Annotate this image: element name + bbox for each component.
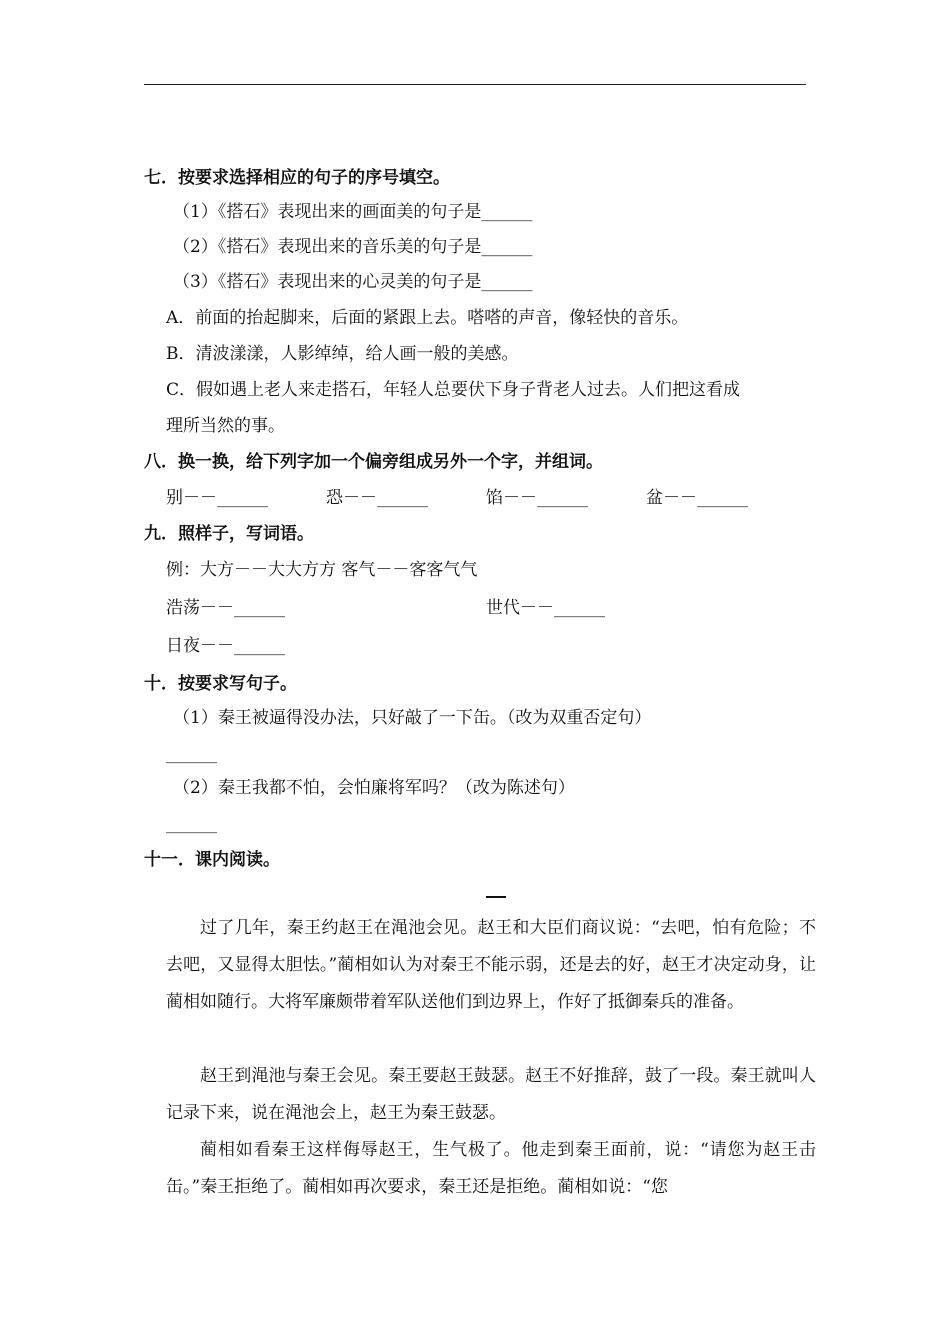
q7-option-c-line2: 理所当然的事。 xyxy=(166,416,285,436)
q9-example: 例：大方－－大大方方 客气－－客客气气 xyxy=(166,560,478,580)
header-rule xyxy=(144,84,806,85)
passage-paragraph-3: 蔺相如看秦王这样侮辱赵王，生气极了。他走到秦王面前，说：“请您为赵王击缶。”秦王拒绝了。蔺相如再次要求，秦王还是拒绝。蔺相如说：“您 xyxy=(166,1140,816,1197)
q7-option-a: A．前面的抬起脚来，后面的紧跟上去。嗒嗒的声音，像轻快的音乐。 xyxy=(166,308,689,328)
q10-item-1: （1）秦王被逼得没办法，只好敲了一下缶。（改为双重否定句） xyxy=(173,708,652,728)
q10-answer-2: ______ xyxy=(166,814,217,834)
passage-paragraph-1: 过了几年，秦王约赵王在渑池会见。赵王和大臣们商议说：“去吧，怕有危险；不去吧，又显得太胆怯。”蔺相如认为对秦王不能示弱，还是去的好，赵王才决定动身，让蔺相如随行。大将军廉颇带着军队送他们到边界上，作好了抵御秦兵的准备。 xyxy=(166,918,816,1012)
passage-marker xyxy=(486,896,506,898)
q8-title: 八．换一换，给下列字加一个偏旁组成另外一个字，并组词。 xyxy=(144,452,603,472)
q7-option-b: B．清波漾漾，人影绰绰，给人画一般的美感。 xyxy=(166,344,519,364)
q11-title: 十一．课内阅读。 xyxy=(144,850,280,870)
q8-item-4: 盆－－______ xyxy=(646,488,748,508)
q8-item-2: 恐－－______ xyxy=(326,488,428,508)
q9-item-2: 世代－－______ xyxy=(486,598,605,618)
q7-item-3: （3）《搭石》表现出来的心灵美的句子是______ xyxy=(173,272,533,292)
q7-option-c-line1: C．假如遇上老人来走搭石，年轻人总要伏下身子背老人过去。人们把这看成 xyxy=(166,380,741,400)
q10-answer-1: ______ xyxy=(166,744,217,764)
q9-item-1: 浩荡－－______ xyxy=(166,598,285,618)
q10-title: 十．按要求写句子。 xyxy=(144,674,297,694)
q7-item-1: （1）《搭石》表现出来的画面美的句子是______ xyxy=(173,202,533,222)
q7-title: 七．按要求选择相应的句子的序号填空。 xyxy=(144,168,450,188)
q8-item-1: 别－－______ xyxy=(166,488,268,508)
q9-item-3: 日夜－－______ xyxy=(166,636,285,656)
q10-item-2: （2）秦王我都不怕，会怕廉将军吗？（改为陈述句） xyxy=(173,778,575,798)
passage-paragraph-2: 赵王到渑池与秦王会见。秦王要赵王鼓瑟。赵王不好推辞，鼓了一段。秦王就叫人记录下来，说在渑池会上，赵王为秦王鼓瑟。 xyxy=(166,1066,816,1123)
q7-item-2: （2）《搭石》表现出来的音乐美的句子是______ xyxy=(173,237,533,257)
q9-title: 九．照样子，写词语。 xyxy=(144,524,314,544)
q8-item-3: 馅－－______ xyxy=(486,488,588,508)
